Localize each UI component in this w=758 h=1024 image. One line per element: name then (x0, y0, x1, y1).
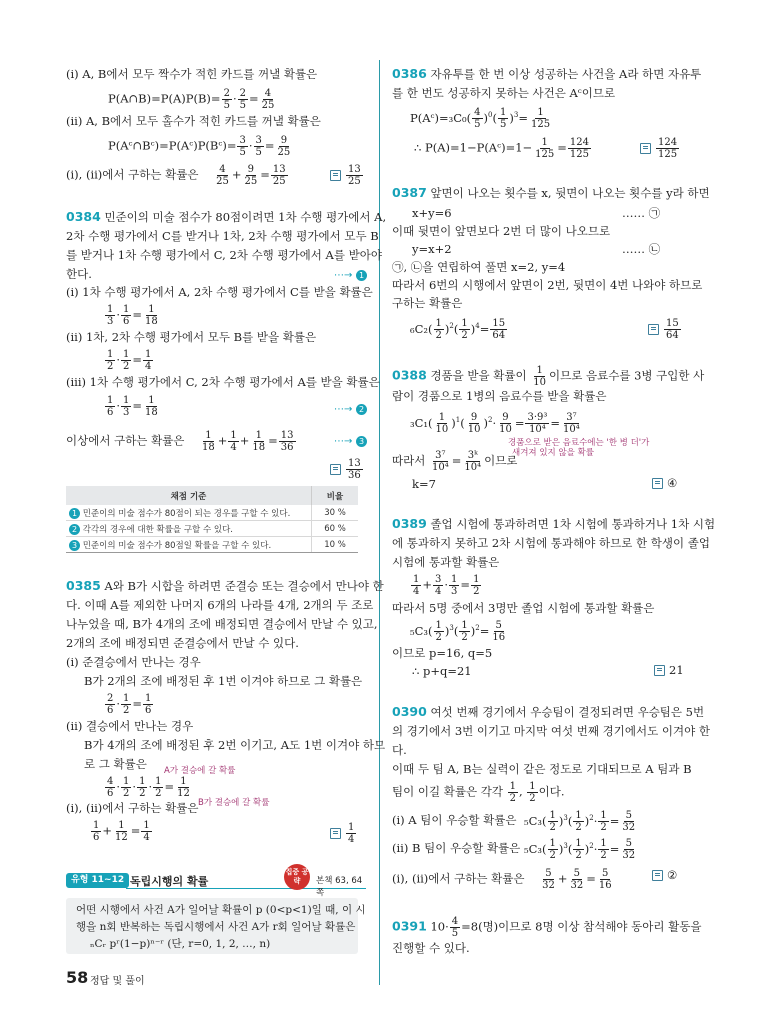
text-line: (ⅰ) 1차 수행 평가에서 A, 2차 수행 평가에서 C를 받을 확률은 (66, 285, 373, 299)
equation: ₆C₂( $\frac{1}{2}$ )$^2$( $\frac{1}{2}$ )$^4$= $\frac{15}{64}$ (410, 318, 506, 342)
problem-0389: 0389 졸업 시험에 통과하려면 1차 시험에 통과하거나 1차 시험 (392, 516, 716, 531)
text-line: 구하는 확률은 (392, 296, 463, 310)
annotation-a-final: A가 결승에 갈 확률 (164, 766, 236, 776)
text-line: 나누었을 때, B가 4개의 조에 배정되면 결승에서 만날 수 있고, (66, 617, 378, 631)
text-line: 이므로 p=16, q=5 (392, 646, 493, 660)
problem-0388: 0388 경품을 받을 확률이 $\frac{1}{10}$ 이므로 음료수를 3병 구입한 사 (392, 365, 705, 388)
page-reference: 본책 63, 64쪽 (316, 876, 363, 898)
problem-0390: 0390 여섯 번째 경기에서 우승팀이 결정되려면 우승팀은 5번 (392, 704, 705, 719)
marker-2: ⋯→ 2 (334, 400, 367, 418)
text-line: 람이 경품으로 1병의 음료수를 받을 확률은 (392, 389, 607, 403)
marker-1: ⋯→ 1 (334, 266, 367, 284)
answer-icon (654, 665, 665, 676)
equation-marker: …… ㉡ (622, 242, 661, 256)
problem-0391: 0391 10· $\frac{4}{5}$ =8(명)이므로 8명 이상 참석해야 동아리 활동을 (392, 916, 702, 939)
text-line: (ⅰ) A, B에서 모두 짝수가 적힌 카드를 꺼낼 확률은 (66, 67, 318, 81)
scoring-table (66, 486, 358, 553)
equation: $\frac{2}{6}$ · $\frac{1}{2}$ = $\frac{1}{6}$ (107, 693, 152, 716)
equation: $\frac{1}{3}$ · $\frac{1}{6}$ = $\frac{1}{18}$ (107, 304, 158, 327)
equation: ∴ P(A)=1−P(Aᶜ)=1− $\frac{1}{125}$ = $\frac{124}{125}$ (414, 137, 589, 160)
annotation-no-bonus: 경품으로 받은 음료수에는 '한 병 더'가 (508, 438, 650, 448)
text-line: 다. (392, 743, 407, 757)
text-line: 의 경기에서 3번 이기고 마지막 여섯 번째 경기에서도 이겨야 한 (392, 724, 710, 738)
answer: ② (652, 868, 677, 882)
equation: $\frac{1}{2}$ · $\frac{1}{2}$ = $\frac{1}{4}$ (107, 349, 152, 372)
text-line: (ⅰ), (ⅱ)에서 구하는 확률은 $\frac{4}{25}$ + $\frac{9}{25}$ = $\frac{13}{25}$ (66, 164, 286, 187)
answer-icon (330, 464, 341, 475)
text-line: (ⅰ) 준결승에서 만나는 경우 (66, 655, 201, 669)
annotation-b-final: B가 결승에 갈 확률 (198, 798, 270, 808)
equation: $\frac{1}{6}$ · $\frac{1}{3}$ = $\frac{1}{18}$ (107, 395, 158, 418)
equation: ∴ p+q=21 (412, 664, 472, 678)
answer-icon (330, 828, 341, 839)
text-line: 이상에서 구하는 확률은 $\frac{1}{18}$ + $\frac{1}{4}$ + $\frac{1}{18}$ = $\frac{13}{36}$ (66, 430, 294, 453)
text-line: (ⅰ), (ⅱ)에서 구하는 확률은 (66, 801, 199, 815)
answer-icon (652, 870, 663, 881)
equation: ₅C₃( $\frac{1}{2}$ )$^3$( $\frac{1}{2}$ )$^2$· $\frac{1}{2}$ = $\frac{5}{32}$ (524, 810, 636, 834)
info-line: 행을 n회 반복하는 독립시행에서 사건 A가 r회 일어날 확률은 (76, 921, 356, 933)
text-line: (ⅰ), (ⅱ)에서 구하는 확률은 $\frac{5}{32}$ + $\frac{5}{32}$ = $\frac{5}{16}$ (392, 868, 612, 891)
text-line: 이때 뒷면이 앞면보다 2번 더 많이 나오므로 (392, 224, 611, 238)
text-line: 따라서 5명 중에서 3명만 졸업 시험에 통과할 확률은 (392, 601, 655, 615)
table-header-ratio: 비율 (312, 486, 359, 505)
equation: P(Aᶜ)=₃C₀( $\frac{4}{5}$ )$^0$( $\frac{1}{5}$ )$^3$= $\frac{1}{125}$ (410, 107, 551, 131)
page-number: 58 (66, 968, 89, 987)
answer: $\frac{13}{25}$ (330, 164, 364, 187)
column-divider (379, 60, 380, 985)
equation: ₅C₃( $\frac{1}{2}$ )$^3$( $\frac{1}{2}$ )$^2$· $\frac{1}{2}$ = $\frac{5}{32}$ (524, 838, 636, 862)
text-line: 2차 수행 평가에서 C를 받거나 1차, 2차 수행 평가에서 모두 B (66, 229, 379, 243)
answer: $\frac{15}{64}$ (648, 318, 682, 341)
text-line: 를 받거나 1차 수행 평가에서 C, 2차 수행 평가에서 A를 받아야 (66, 248, 382, 262)
text-line: B가 2개의 조에 배정된 후 1번 이겨야 하므로 그 확률은 (84, 674, 363, 688)
text-line: 에 통과하지 못하고 2차 시험에 통과해야 하므로 한 학생이 졸업 (392, 536, 710, 550)
annotation-no-bonus-2: 새겨져 있지 않을 확률 (512, 448, 595, 458)
equation: k=7 (412, 477, 436, 491)
text-line: 팀이 이길 확률은 각각 $\frac{1}{2}$ , $\frac{1}{2}$ 이다. (392, 781, 565, 804)
problem-0386: 0386 자유투를 한 번 이상 성공하는 사건을 A라 하면 자유투 (392, 66, 702, 81)
answer-icon (652, 478, 663, 489)
text-line: (ⅱ) A, B에서 모두 홀수가 적힌 카드를 꺼낼 확률은 (66, 114, 321, 128)
text-line: 진행할 수 있다. (392, 941, 470, 955)
text-line: (ⅱ) 1차, 2차 수행 평가에서 모두 B를 받을 확률은 (66, 330, 317, 344)
text-line: 따라서 $\frac{\text{3⁷}}{\text{10⁴}}$ = $\frac{\text{3ᵏ}}{\text{10⁴}}$ 이므로 (392, 450, 518, 473)
problem-0385: 0385 A와 B가 시합을 하려면 준결승 또는 결승에서 만나야 한 (66, 578, 384, 593)
text-line: 다. 이때 A를 제외한 나머지 6개의 나라를 4개, 2개의 두 조로 (66, 598, 374, 612)
problem-0387: 0387 앞면이 나오는 횟수를 x, 뒷면이 나오는 횟수를 y라 하면 (392, 185, 710, 200)
table-row: 3 민준이의 미술 점수가 80점일 확률을 구할 수 있다. 10 % (66, 537, 358, 553)
info-line: 어떤 시행에서 사건 A가 일어날 확률이 p (0<p<1)일 때, 이 시 (76, 904, 366, 916)
footer-label: 정답 및 풀이 (90, 976, 145, 987)
equation-marker: …… ㉠ (622, 206, 661, 220)
equation: $\frac{1}{4}$ + $\frac{3}{4}$ · $\frac{1}{3}$ = $\frac{1}{2}$ (413, 574, 480, 597)
text-line: 한다. (66, 267, 92, 281)
text-line: 로 그 확률은 (84, 757, 147, 771)
text-line: 2개의 조에 배정되면 준결승에서 만날 수 있다. (66, 636, 299, 650)
equation: ₃C₁( $\frac{1}{10}$ )$^1$( $\frac{9}{10}$ )$^2$· $\frac{9}{10}$ = $\frac{\text{3·9³}}{\text{10⁴}}$ = $\frac{\text{3⁷}}{\text{10⁴}}$ (410, 412, 580, 436)
equation: x+y=6 (412, 206, 452, 220)
text-line: (ⅲ) 1차 수행 평가에서 C, 2차 수행 평가에서 A를 받을 확률은 (66, 375, 380, 389)
text-line: ㉠, ㉡을 연립하여 풀면 x=2, y=4 (392, 260, 566, 274)
answer-icon (648, 324, 659, 335)
table-row: 1 민준이의 미술 점수가 80점이 되는 경우를 구할 수 있다. 30 % (66, 505, 358, 521)
answer-icon (330, 170, 341, 181)
text-line: 시험에 통과할 확률은 (392, 555, 500, 569)
focus-badge: 집중 공략 (284, 864, 310, 890)
answer: ④ (652, 476, 677, 490)
text-line: B가 4개의 조에 배정된 후 2번 이기고, A도 1번 이겨야 하므 (84, 738, 386, 752)
equation: $\frac{4}{6}$ · $\frac{1}{2}$ · $\frac{1}{2}$ · $\frac{1}{2}$ = $\frac{1}{12}$ (107, 776, 190, 799)
table-row: 2 각각의 경우에 대한 확률을 구할 수 있다. 60 % (66, 521, 358, 537)
type-title: 독립시행의 확률 (130, 875, 209, 888)
answer: 21 (654, 663, 684, 677)
info-formula: ₙCᵣ pʳ(1−p)ⁿ⁻ʳ (단, r=0, 1, 2, …, n) (90, 938, 271, 950)
text-line: 를 한 번도 성공하지 못하는 사건은 Aᶜ이므로 (392, 86, 616, 100)
equation: $\frac{1}{6}$ + $\frac{1}{12}$ = $\frac{1}{4}$ (93, 820, 150, 843)
equation: P(A∩B)=P(A)P(B)= $\frac{2}{5}$ · $\frac{2}{5}$ = $\frac{4}{25}$ (108, 88, 275, 111)
text-line: 따라서 6번의 시행에서 앞면이 2번, 뒷면이 4번 나와야 하므로 (392, 278, 703, 292)
text-line: 이때 두 팀 A, B는 실력이 같은 정도로 기대되므로 A 팀과 B (392, 762, 692, 776)
type-header (66, 868, 366, 898)
answer-icon (640, 143, 651, 154)
table-header-criteria: 채점 기준 (66, 486, 312, 505)
type-badge: 유형 11~12 (66, 873, 129, 888)
equation: ₅C₃( $\frac{1}{2}$ )$^3$( $\frac{1}{2}$ )$^2$= $\frac{5}{16}$ (410, 620, 506, 644)
equation: P(Aᶜ∩Bᶜ)=P(Aᶜ)P(Bᶜ)= $\frac{3}{5}$ · $\frac{3}{5}$ = $\frac{9}{25}$ (108, 135, 291, 158)
text-line: (ⅱ) B 팀이 우승할 확률은 (392, 841, 521, 855)
answer: $\frac{124}{125}$ (640, 137, 680, 160)
text-line: (ⅱ) 결승에서 만나는 경우 (66, 719, 194, 733)
answer: $\frac{13}{36}$ (330, 458, 364, 481)
text-line: (ⅰ) A 팀이 우승할 확률은 (392, 813, 517, 827)
equation: y=x+2 (412, 242, 452, 256)
marker-3: ⋯→ 3 (334, 432, 367, 450)
problem-0384: 0384 민준이의 미술 점수가 80점이려면 1차 수행 평가에서 A, (66, 209, 387, 224)
answer: $\frac{1}{4}$ (330, 822, 357, 845)
